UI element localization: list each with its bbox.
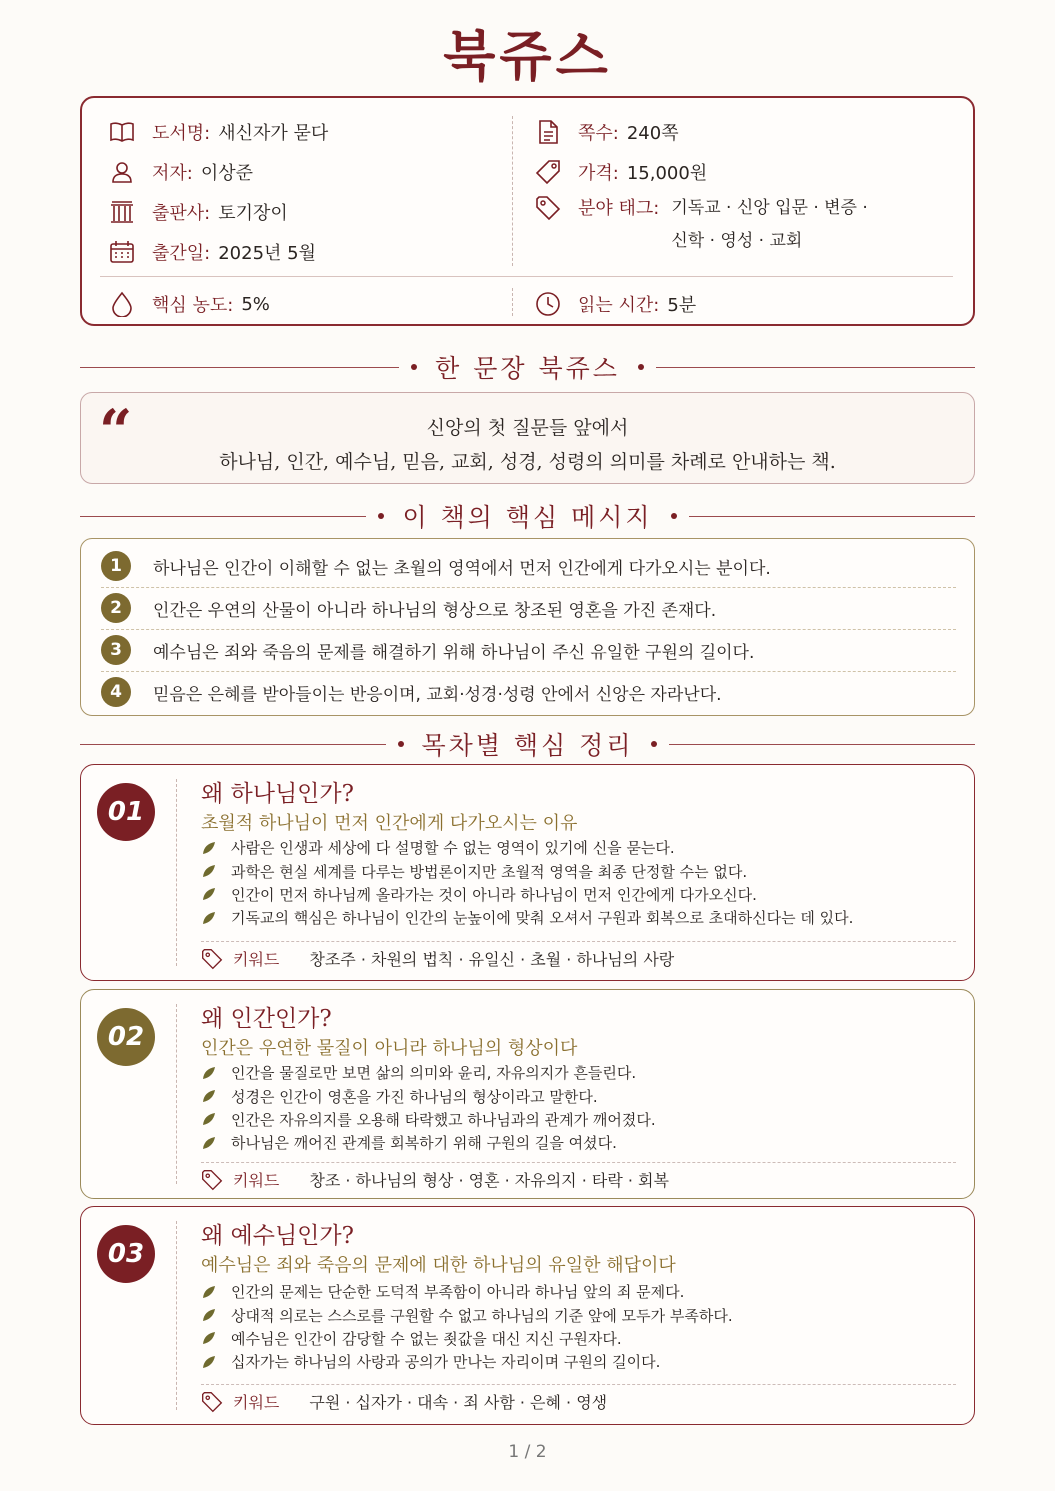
- author-row: [108, 152, 328, 192]
- info-divider-bottom: [512, 288, 513, 316]
- pages-row: [534, 112, 868, 152]
- publisher-value: 토기장이: [218, 203, 288, 224]
- tags-row: [534, 192, 868, 258]
- core-messages-card: [80, 538, 975, 716]
- leaf-icon: [201, 1088, 217, 1104]
- chapter-title: 왜 예수님인가?: [201, 1223, 354, 1249]
- publisher-label: 출판사:: [152, 203, 211, 224]
- chapter-bullet: 인간을 물질로만 보면 삶의 의미와 윤리, 자유의지가 흔들린다.: [201, 1061, 656, 1084]
- chapter-bullet: 하나님은 깨어진 관계를 회복하기 위해 구원의 길을 여셨다.: [201, 1131, 656, 1154]
- keyword-list: 창조 · 하나님의 형상 · 영혼 · 자유의지 · 타락 · 회복: [309, 1171, 669, 1190]
- leaf-icon: [201, 840, 217, 856]
- price-row: [534, 152, 868, 192]
- chapter-subtitle: 예수님은 죄와 죽음의 문제에 대한 하나님의 유일한 해답이다: [201, 1255, 676, 1276]
- pages-value: 240쪽: [626, 123, 679, 144]
- calendar-icon: [108, 238, 136, 266]
- list-item: [101, 671, 956, 713]
- one-sentence-quote: [80, 392, 975, 484]
- author-label: 저자:: [152, 163, 193, 184]
- book-title-value: 새신자가 묻다: [218, 123, 329, 144]
- keyword-label: 키워드: [233, 1171, 280, 1190]
- info-divider: [512, 116, 513, 266]
- leaf-icon: [201, 910, 217, 926]
- list-item: [101, 545, 956, 587]
- keyword-list: 창조주 · 차원의 법칙 · 유일신 · 초월 · 하나님의 사랑: [309, 950, 675, 969]
- chapter-card-02: [80, 989, 975, 1199]
- book-title-label: 도서명:: [152, 123, 211, 144]
- leaf-icon: [201, 1111, 217, 1127]
- publisher-row: [108, 192, 328, 232]
- keyword-row: [201, 1390, 607, 1413]
- chapter-bullet: 사람은 인생과 세상에 다 설명할 수 없는 영역이 있기에 신을 묻는다.: [201, 836, 853, 859]
- pages-label: 쪽수:: [578, 123, 619, 144]
- section-header-core-message: [80, 499, 975, 533]
- section-title: 한 문장 북쥬스: [435, 354, 620, 383]
- section-header-chapter-summary: [80, 727, 975, 761]
- leaf-icon: [201, 1307, 217, 1323]
- message-number: 3: [101, 635, 131, 665]
- section-title: 목차별 핵심 정리: [421, 731, 634, 760]
- book-info-card: [80, 96, 975, 326]
- quote-line-1: 신앙의 첫 질문들 앞에서: [426, 417, 629, 439]
- chapter-title: 왜 인간인가?: [201, 1006, 332, 1032]
- chapter-number-badge: 02: [97, 1008, 155, 1066]
- person-icon: [108, 158, 136, 186]
- section-header-one-sentence: [80, 350, 975, 384]
- keyword-list: 구원 · 십자가 · 대속 · 죄 사함 · 은혜 · 영생: [309, 1393, 608, 1412]
- read-time-value: 5분: [667, 295, 697, 316]
- chapter-bullet: 상대적 의로는 스스로를 구원할 수 없고 하나님의 기준 앞에 모두가 부족하다.: [201, 1303, 733, 1326]
- chapter-card-01: [80, 764, 975, 981]
- keyword-label: 키워드: [233, 950, 280, 969]
- pub-date-label: 출간일:: [152, 243, 211, 264]
- chapter-bullet: 인간이 먼저 하나님께 올라가는 것이 아니라 하나님이 먼저 인간에게 다가오신다.: [201, 883, 853, 906]
- section-title: 이 책의 핵심 메시지: [402, 503, 653, 532]
- tags-label: 분야 태그:: [578, 198, 660, 219]
- tag-icon: [201, 1169, 223, 1191]
- tag-icon: [201, 948, 223, 970]
- page-title: 북쥬스: [443, 24, 612, 88]
- density-row: [108, 284, 270, 324]
- chapter-bullet: 기독교의 핵심은 하나님이 인간의 눈높이에 맞춰 오셔서 구원과 회복으로 초대하신다는 데 있다.: [201, 906, 853, 929]
- leaf-icon: [201, 1330, 217, 1346]
- tag-icon: [534, 194, 562, 222]
- chapter-bullet: 과학은 현실 세계를 다루는 방법론이지만 초월적 영역을 최종 단정할 수는 없다.: [201, 859, 853, 882]
- document-icon: [534, 118, 562, 146]
- density-label: 핵심 농도:: [152, 295, 234, 316]
- read-time-row: [534, 284, 696, 324]
- pub-date-row: [108, 232, 328, 272]
- chapter-subtitle: 인간은 우연한 물질이 아니라 하나님의 형상이다: [201, 1038, 578, 1059]
- leaf-icon: [201, 863, 217, 879]
- chapter-bullet: 예수님은 인간이 감당할 수 없는 죗값을 대신 지신 구원자다.: [201, 1327, 733, 1350]
- read-time-label: 읽는 시간:: [578, 295, 660, 316]
- building-icon: [108, 198, 136, 226]
- tags-line-1: 기독교 · 신앙 입문 · 변증 ·: [671, 198, 868, 218]
- list-item: [101, 587, 956, 629]
- book-title-row: [108, 112, 328, 152]
- quote-icon: “: [99, 397, 133, 465]
- chapter-card-03: [80, 1206, 975, 1425]
- price-label: 가격:: [578, 163, 619, 184]
- chapter-bullet: 인간은 자유의지를 오용해 타락했고 하나님과의 관계가 깨어졌다.: [201, 1108, 656, 1131]
- author-value: 이상준: [200, 163, 254, 184]
- chapter-bullet: 인간의 문제는 단순한 도덕적 부족함이 아니라 하나님 앞의 죄 문제다.: [201, 1280, 733, 1303]
- leaf-icon: [201, 1284, 217, 1300]
- message-text: 예수님은 죄와 죽음의 문제를 해결하기 위해 하나님이 주신 유일한 구원의 길이다.: [153, 642, 755, 663]
- leaf-icon: [201, 1354, 217, 1370]
- chapter-title: 왜 하나님인가?: [201, 781, 354, 807]
- info-horizontal-divider: [100, 276, 953, 277]
- list-item: [101, 629, 956, 671]
- message-text: 믿음은 은혜를 받아들이는 반응이며, 교회·성경·성령 안에서 신앙은 자라난다.: [153, 684, 722, 705]
- message-text: 인간은 우연의 산물이 아니라 하나님의 형상으로 창조된 영혼을 가진 존재다.: [153, 600, 717, 621]
- chapter-bullet: 성경은 인간이 영혼을 가진 하나님의 형상이라고 말한다.: [201, 1084, 656, 1107]
- leaf-icon: [201, 1135, 217, 1151]
- message-number: 1: [101, 551, 131, 581]
- pub-date-value: 2025년 5월: [218, 243, 316, 264]
- keyword-label: 키워드: [233, 1393, 280, 1412]
- price-value: 15,000원: [626, 163, 708, 184]
- chapter-subtitle: 초월적 하나님이 먼저 인간에게 다가오시는 이유: [201, 813, 578, 834]
- clock-icon: [534, 290, 562, 318]
- chapter-number-badge: 03: [97, 1225, 155, 1283]
- keyword-row: [201, 1168, 669, 1191]
- chapter-number-badge: 01: [97, 783, 155, 841]
- chapter-bullet: 십자가는 하나님의 사랑과 공의가 만나는 자리이며 구원의 길이다.: [201, 1350, 733, 1373]
- book-icon: [108, 118, 136, 146]
- tags-line-2: 신학 · 영성 · 교회: [671, 231, 803, 251]
- page-number: 1 / 2: [508, 1442, 547, 1462]
- message-number: 4: [101, 677, 131, 707]
- price-tag-icon: [534, 158, 562, 186]
- tag-icon: [201, 1391, 223, 1413]
- message-number: 2: [101, 593, 131, 623]
- density-value: 5%: [241, 293, 270, 315]
- message-text: 하나님은 인간이 이해할 수 없는 초월의 영역에서 먼저 인간에게 다가오시는 분이다.: [153, 558, 771, 579]
- keyword-row: [201, 947, 674, 970]
- quote-line-2: 하나님, 인간, 예수님, 믿음, 교회, 성경, 성령의 의미를 차례로 안내하는 책.: [219, 451, 836, 473]
- leaf-icon: [201, 1065, 217, 1081]
- leaf-icon: [201, 886, 217, 902]
- drop-icon: [108, 290, 136, 318]
